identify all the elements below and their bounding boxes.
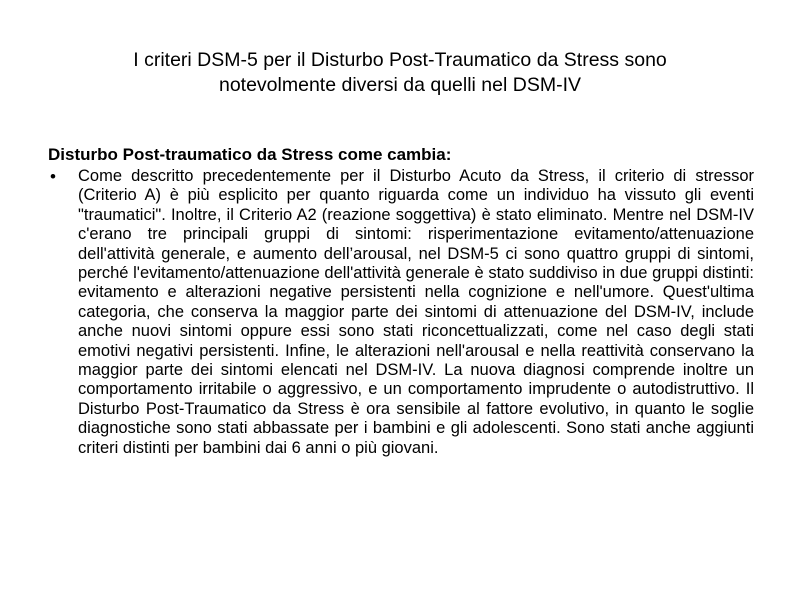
- content-section: [48, 144, 760, 458]
- bullet-point: •: [50, 167, 56, 186]
- bullet-item: [48, 167, 760, 458]
- slide-title-line-2: notevolmente diversi da quelli nel DSM-IV: [218, 74, 581, 96]
- slide-title-line-1: I criteri DSM-5 per il Disturbo Post-Traumatico da Stress sono: [133, 49, 667, 71]
- slide-title: [40, 48, 760, 98]
- section-subheading: Disturbo Post-traumatico da Stress come cambia:: [48, 145, 452, 164]
- bullet-paragraph: Come descritto precedentemente per il Disturbo Acuto da Stress, il criterio di stressor (Criterio A) è più esplicito per quanto riguarda come un individuo ha vissuto gli eventi "traumatici". Inoltre, il Criterio A2 (reazione soggettiva) è stato eliminato. Mentre nel DSM-IV c'erano tre principali gruppi di sintomi: risperimentazione evitamento/attenuazione dell'attività generale, e aumento dell’arousal, nel DSM-5 ci sono quattro gruppi di sintomi, perché l'evitamento/attenuazione dell'attività generale è stato suddiviso in due gruppi distinti: evitamento e alterazioni negative persistenti nella cognizione e nell'umore. Quest'ultima categoria, che conserva la maggior parte dei sintomi di attenuazione del DSM-IV, include anche nuovi sintomi oppure essi sono stati riconcettualizzati, come nel caso degli stati emotivi negativi persistenti. Infine, le alterazioni nell'arousal e nella reattività conservano la maggior parte dei sintomi elencati nel DSM-IV. La nuova diagnosi comprende inoltre un comportamento irritabile o aggressivo, e un comportamento imprudente o autodistruttivo. Il Disturbo Post-Traumatico da Stress è ora sensibile al fattore evolutivo, in quanto le soglie diagnostiche sono stati abbassate per i bambini e gli adolescenti. Sono stati anche aggiunti criteri distinti per bambini dai 6 anni o più giovani.: [78, 167, 754, 457]
